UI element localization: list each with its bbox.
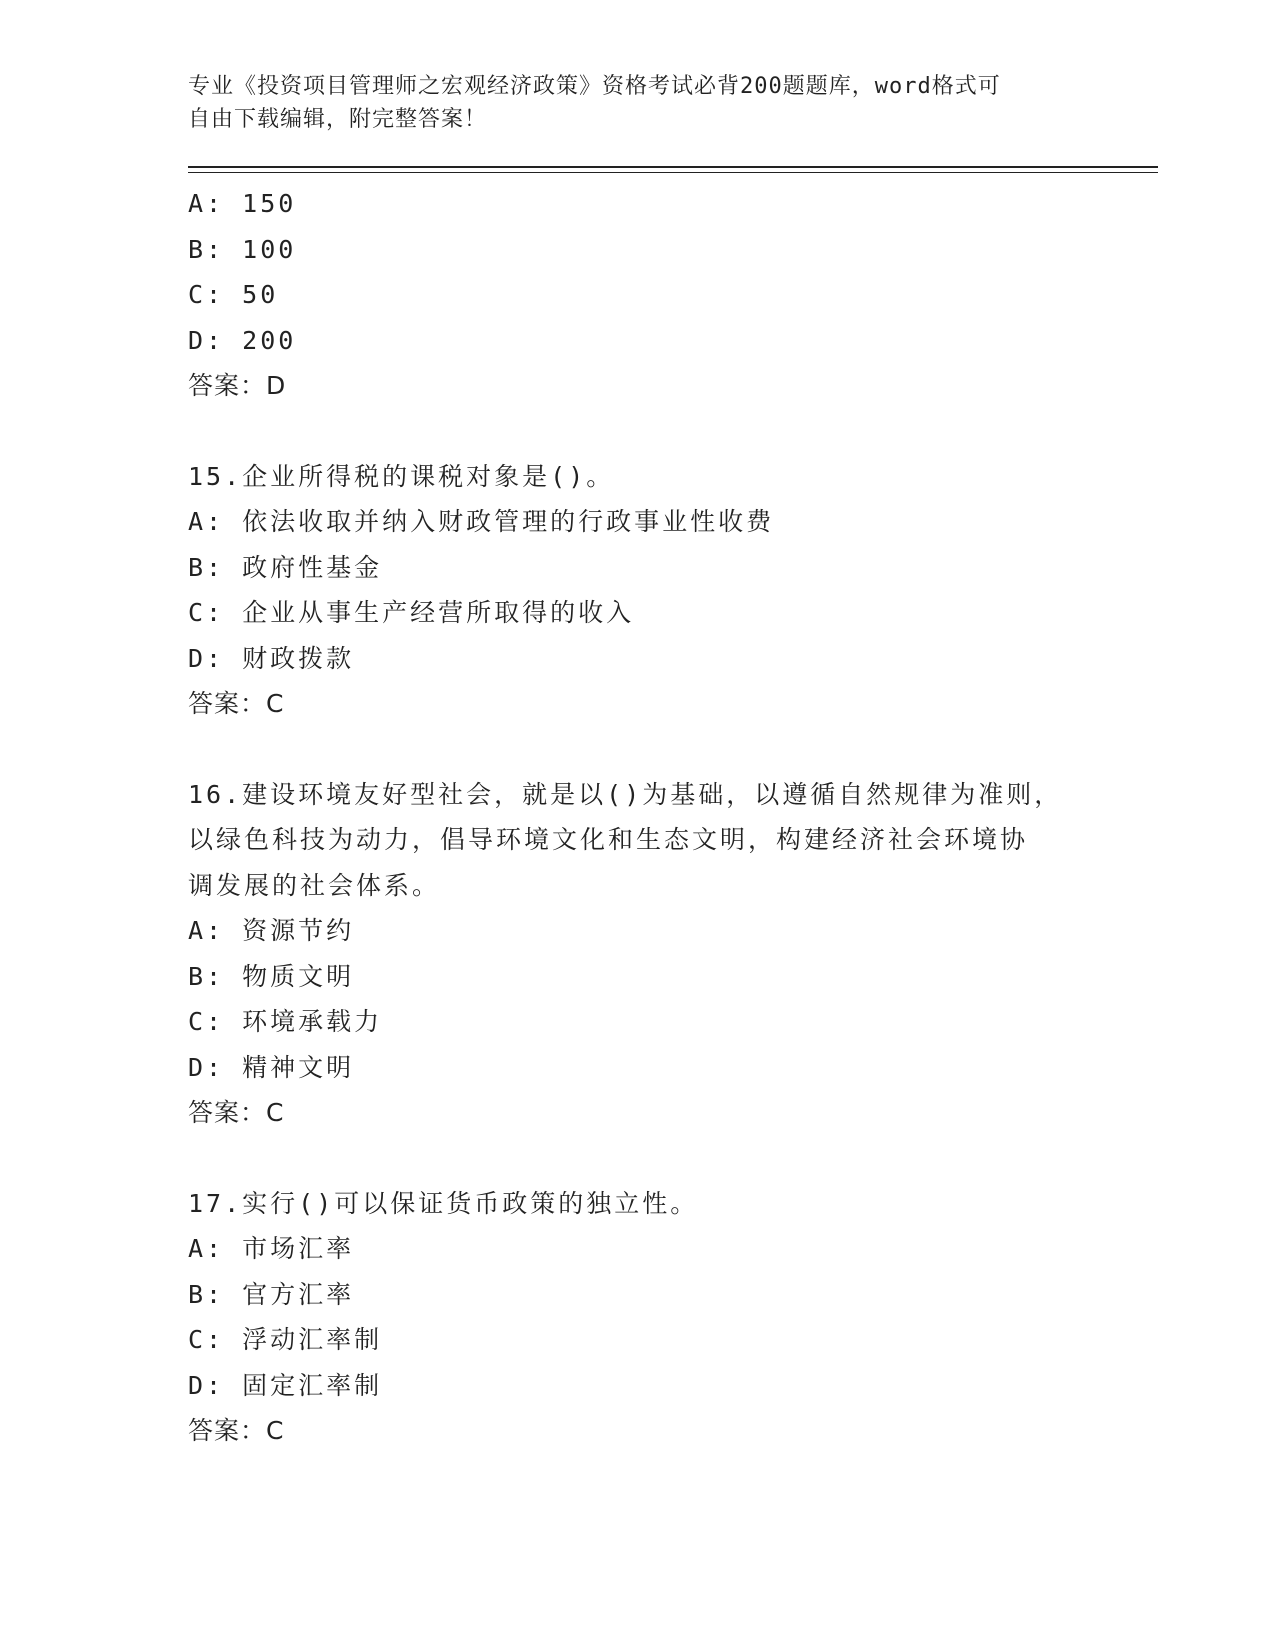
option-a: A: 依法收取并纳入财政管理的行政事业性收费 — [188, 507, 775, 536]
option-b: B: 100 — [188, 234, 297, 264]
option-c: C: 企业从事生产经营所取得的收入 — [188, 598, 635, 627]
question-text-line-3: 调发展的社会体系。 — [188, 870, 441, 900]
option-d: D: 固定汇率制 — [188, 1370, 383, 1400]
question-17-block — [188, 1181, 1158, 1454]
option-a: A: 市场汇率 — [188, 1234, 355, 1263]
question-16-block — [188, 772, 1158, 1136]
option-c: C: 50 — [188, 280, 279, 309]
option-d: D: 精神文明 — [188, 1052, 355, 1082]
answer-line: 答案：D — [188, 371, 287, 400]
option-a: A: 150 — [188, 189, 297, 218]
header-title-line-1: 专业《投资项目管理师之宏观经济政策》资格考试必背200题题库，word格式可 — [188, 74, 1001, 99]
option-c: C: 环境承载力 — [188, 1007, 383, 1036]
option-c: C: 浮动汇率制 — [188, 1325, 383, 1354]
header-title-line-2: 自由下载编辑，附完整答案！ — [188, 107, 488, 132]
question-text: 17.实行()可以保证货币政策的独立性。 — [188, 1188, 699, 1218]
option-b: B: 官方汇率 — [188, 1279, 355, 1309]
answer-line: 答案：C — [188, 689, 285, 718]
question-15-block — [188, 454, 1158, 727]
option-b: B: 政府性基金 — [188, 552, 383, 582]
option-a: A: 资源节约 — [188, 916, 355, 945]
document-header — [188, 70, 1158, 136]
option-b: B: 物质文明 — [188, 961, 355, 991]
question-text-line-1: 16.建设环境友好型社会，就是以()为基础，以遵循自然规律为准则， — [188, 779, 1063, 809]
answer-line: 答案：C — [188, 1416, 285, 1445]
question-14-block — [188, 181, 1158, 409]
document-page — [188, 70, 1158, 1454]
option-d: D: 200 — [188, 325, 297, 355]
answer-line: 答案：C — [188, 1098, 285, 1127]
header-divider — [188, 166, 1158, 173]
question-text-line-2: 以绿色科技为动力，倡导环境文化和生态文明，构建经济社会环境协 — [188, 825, 1029, 854]
option-d: D: 财政拨款 — [188, 643, 355, 673]
question-text: 15.企业所得税的课税对象是()。 — [188, 461, 615, 491]
